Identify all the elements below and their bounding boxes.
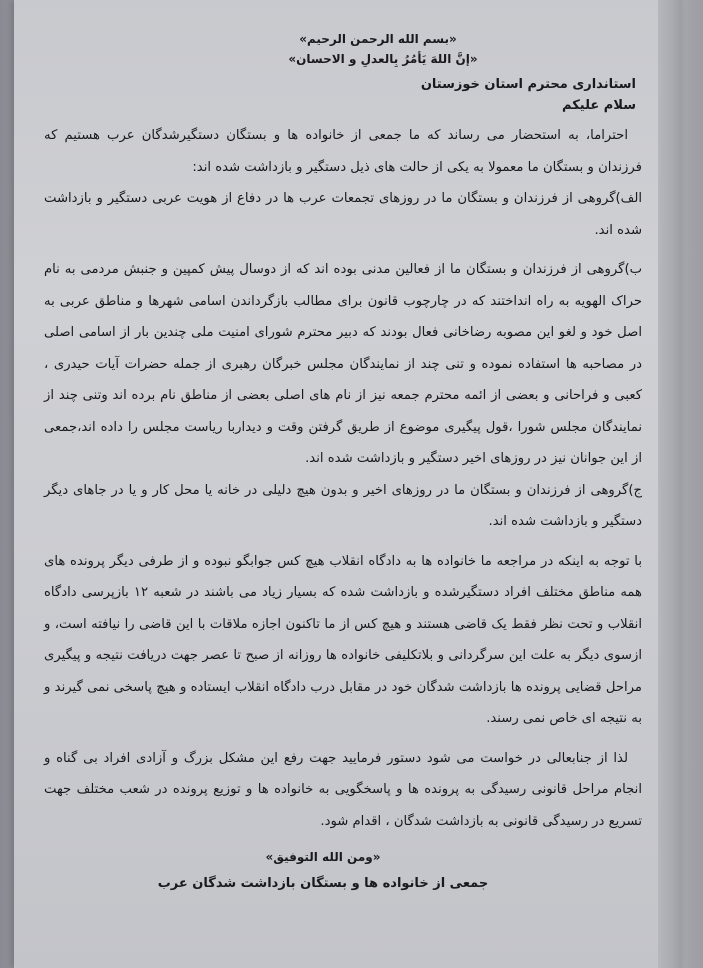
bismillah-heading: «بسم الله الرحمن الرحیم» [299, 32, 457, 46]
paper-edge [658, 0, 682, 968]
letter-page [14, 0, 682, 968]
signature-line: جمعی از خانواده ها و بستگان بازداشت شدگان عرب [157, 876, 489, 891]
addressee-line: استانداری محترم استان خوزستان [420, 77, 636, 92]
paragraph-jim: ج)گروهی از فرزندان و بستگان ما در روزهای اخیر و بدون هیچ دلیلی در خانه یا محل کار و یا در جاهای دیگر دستگیر و بازداشت شده اند. [44, 482, 642, 529]
paragraph-be: ب)گروهی از فرزندان و بستگان ما از فعالین مدنی بوده اند که از دوسال پیش کمپین و جنبش مردمی به نام حراک الهویه به راه انداختند که در چارچوب قانون برای مطالب بازگرداندن اسامی شهرها و مناطق عربی به اصل خود و لغو این مصوبه رضاخانی فعال بودند که دبیر محترم شورای امنیت ملی چندین بار از اسامی اصلی در مصاحبه ها استفاده نموده و تنی چند از نمایندگان مجلس خبرگان رهبری از جمله حضرات آیات حیدری ، کعبی و فراحانی و بعضی از ائمه محترم جمعه نیز از نام های اصلی بعضی از مناطق نام برده اند وتنی چند از نمایندگان مجلس شورا ،قول پیگیری موضوع از طریق گرفتن وقت و دیداربا ریاست مجلس را داده اند،جمعی از این جوانان نیز در روزهای اخیر دستگیر و بازداشت شده اند. [44, 262, 642, 466]
paragraph-alef: الف)گروهی از فرزندان و بستگان ما در روزهای تجمعات عرب ها در دفاع از هویت عربی دستگیر و بازداشت شده اند. [44, 191, 642, 238]
greeting-line: سلام علیکم [562, 98, 636, 113]
letter-body [44, 30, 642, 895]
quran-verse-heading: «إنَّ اللهَ یَأمُرُ بِالعدلِ و الاحسان» [288, 52, 478, 66]
paragraph-request: لذا از جنابعالی در خواست می شود دستور فرمایید جهت رفع این مشکل بزرگ و آزادی افراد بی گناه و انجام مراحل قانونی رسیدگی به پرونده ها و پاسخگویی به خانواده ها و توزیع پرونده در شعب مختلف جهت تسریع در رسیدگی قانونی به بازداشت شدگان ، اقدام شود. [44, 750, 642, 829]
paragraph-context: با توجه به اینکه در مراجعه ما خانواده ها به دادگاه انقلاب هیچ کس جوابگو نبوده و از طرفی دیگر پرونده های همه مناطق مختلف افراد دستگیرشده و بازداشت شده که بسیار زیاد می باشند در شعبه ۱۲ بازپرسی دادگاه انقلاب و تحت نظر فقط یک قاضی هستند و هیچ کس از ما تاکنون اجازه ملاقات با این قاضی را نیافته است، و ازسوی دیگر به علت این سرگردانی و بلاتکلیفی خانواده ها روزانه از صبح تا عصر جهت دریافت نتیجه و پیگیری مراحل قضایی پرونده ها بازداشت شدگان خود در مقابل درب دادگاه انقلاب ایستاده و هیچ پاسخی نمی گیرند و به نتیجه ای خاص نمی رسند. [44, 553, 643, 726]
paragraph-intro: احتراما، به استحضار می رساند که ما جمعی از خانواده ها و بستگان دستگیرشدگان عرب هستیم که فرزندان و بستگان ما معمولا به یکی از حالت های ذیل دستگیر و بازداشت شده اند: [44, 128, 642, 175]
closing-phrase: «ومن الله التوفیق» [265, 850, 381, 864]
